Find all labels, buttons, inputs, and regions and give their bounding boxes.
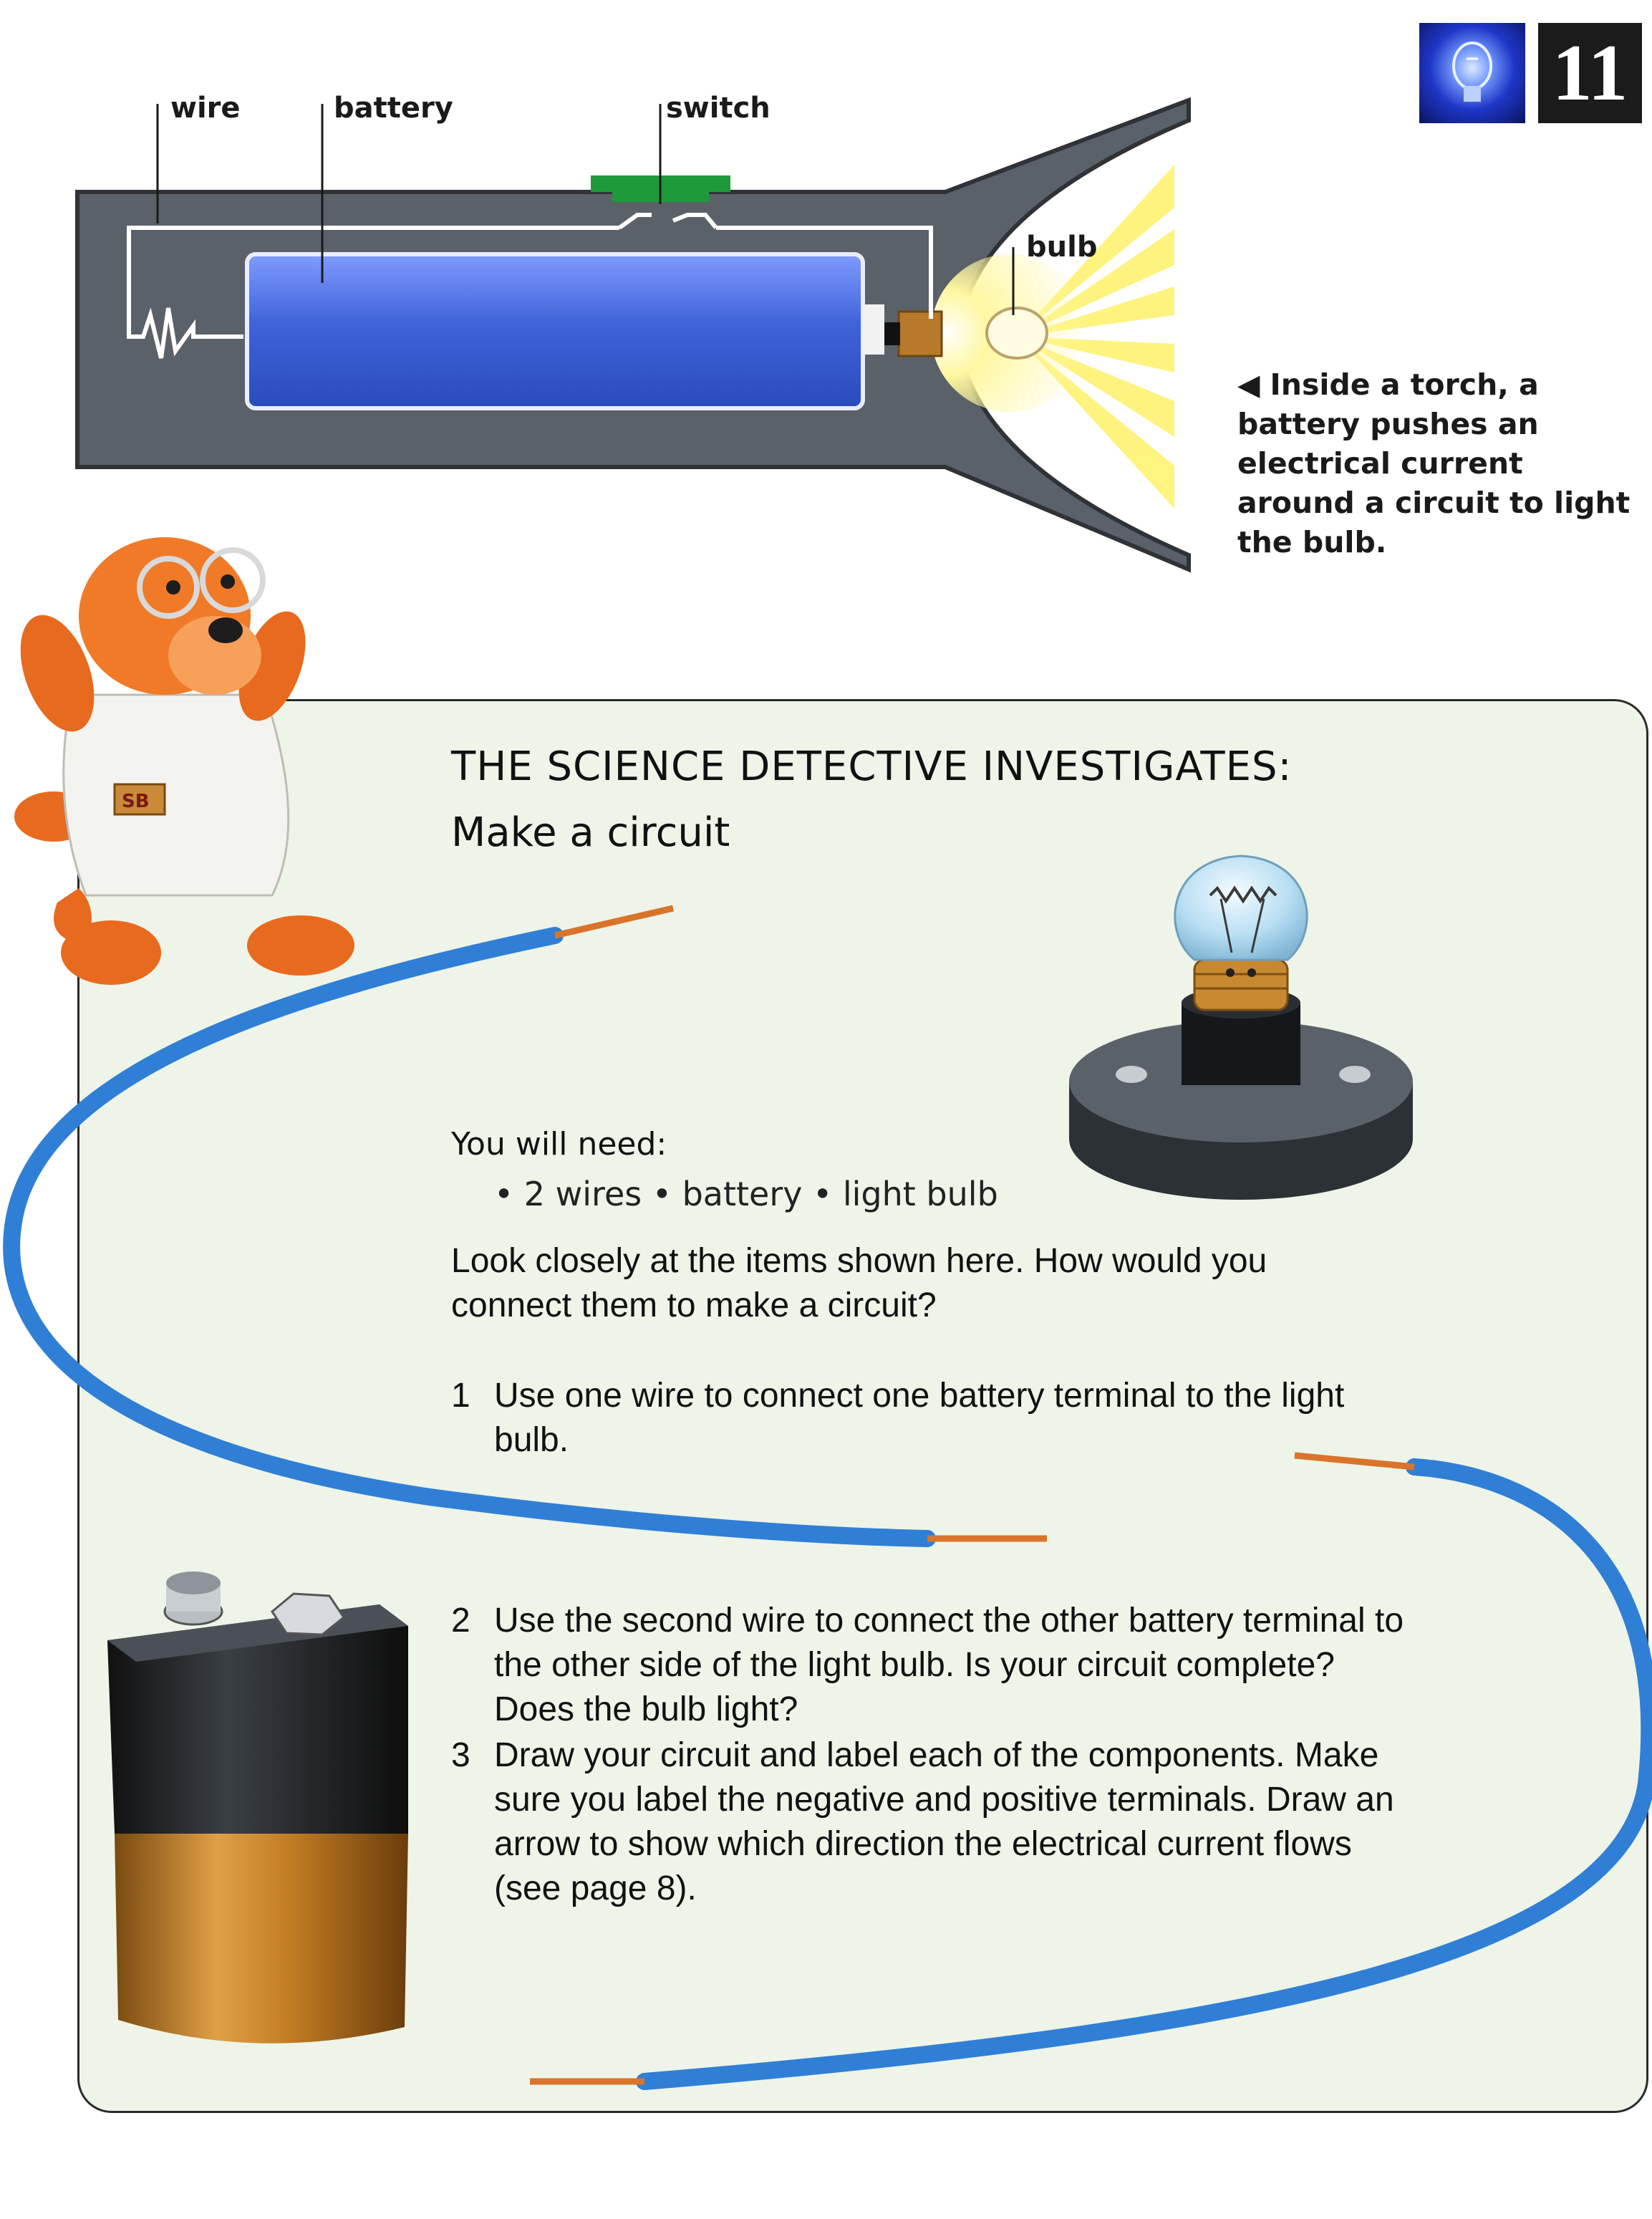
step-number: 3 xyxy=(451,1736,470,1774)
step-text: Use one wire to connect one battery terminal to the light bulb. xyxy=(494,1377,1345,1459)
wire-1-copper-end-a xyxy=(555,908,673,935)
battery-label: battery xyxy=(334,92,453,125)
caption-text: Inside a torch, a battery pushes an electrical current around a circuit to light the bulb. xyxy=(1237,367,1631,559)
intro-text: Look closely at the items shown here. How would you connect them to make a circuit? xyxy=(451,1242,1267,1324)
step-text: Draw your circuit and label each of the components. Make sure you label the negative and positive terminals. Draw an arrow to show which direction the electrical current flows (see page 8). xyxy=(494,1736,1394,1907)
step-1 xyxy=(451,1374,1404,1463)
light-bulb xyxy=(1175,856,1307,1010)
left-triangle-icon: ◀ xyxy=(1237,367,1260,402)
you-will-need-title: You will need: xyxy=(451,1126,667,1163)
wire-label: wire xyxy=(170,92,241,125)
battery-9v xyxy=(107,1571,408,2044)
step-number: 1 xyxy=(451,1377,470,1415)
step-text: Use the second wire to connect the other battery terminal to the other side of the light bulb. Is your circuit complete? Does the bulb light? xyxy=(494,1602,1404,1728)
page-number: 11 xyxy=(1538,23,1642,123)
investigation-subheading: Make a circuit xyxy=(451,809,730,856)
dog-badge: SB xyxy=(122,791,150,812)
step-number: 2 xyxy=(451,1602,470,1640)
bulb-label: bulb xyxy=(1026,231,1098,264)
step-2 xyxy=(451,1599,1404,1732)
you-will-need-items: • 2 wires • battery • light bulb xyxy=(494,1175,998,1213)
light-bulb-holder xyxy=(1069,987,1413,1200)
detective-dog-mascot xyxy=(6,537,354,985)
switch-label: switch xyxy=(666,92,771,125)
step-3 xyxy=(451,1733,1404,1911)
investigation-heading: THE SCIENCE DETECTIVE INVESTIGATES: xyxy=(451,743,1293,790)
